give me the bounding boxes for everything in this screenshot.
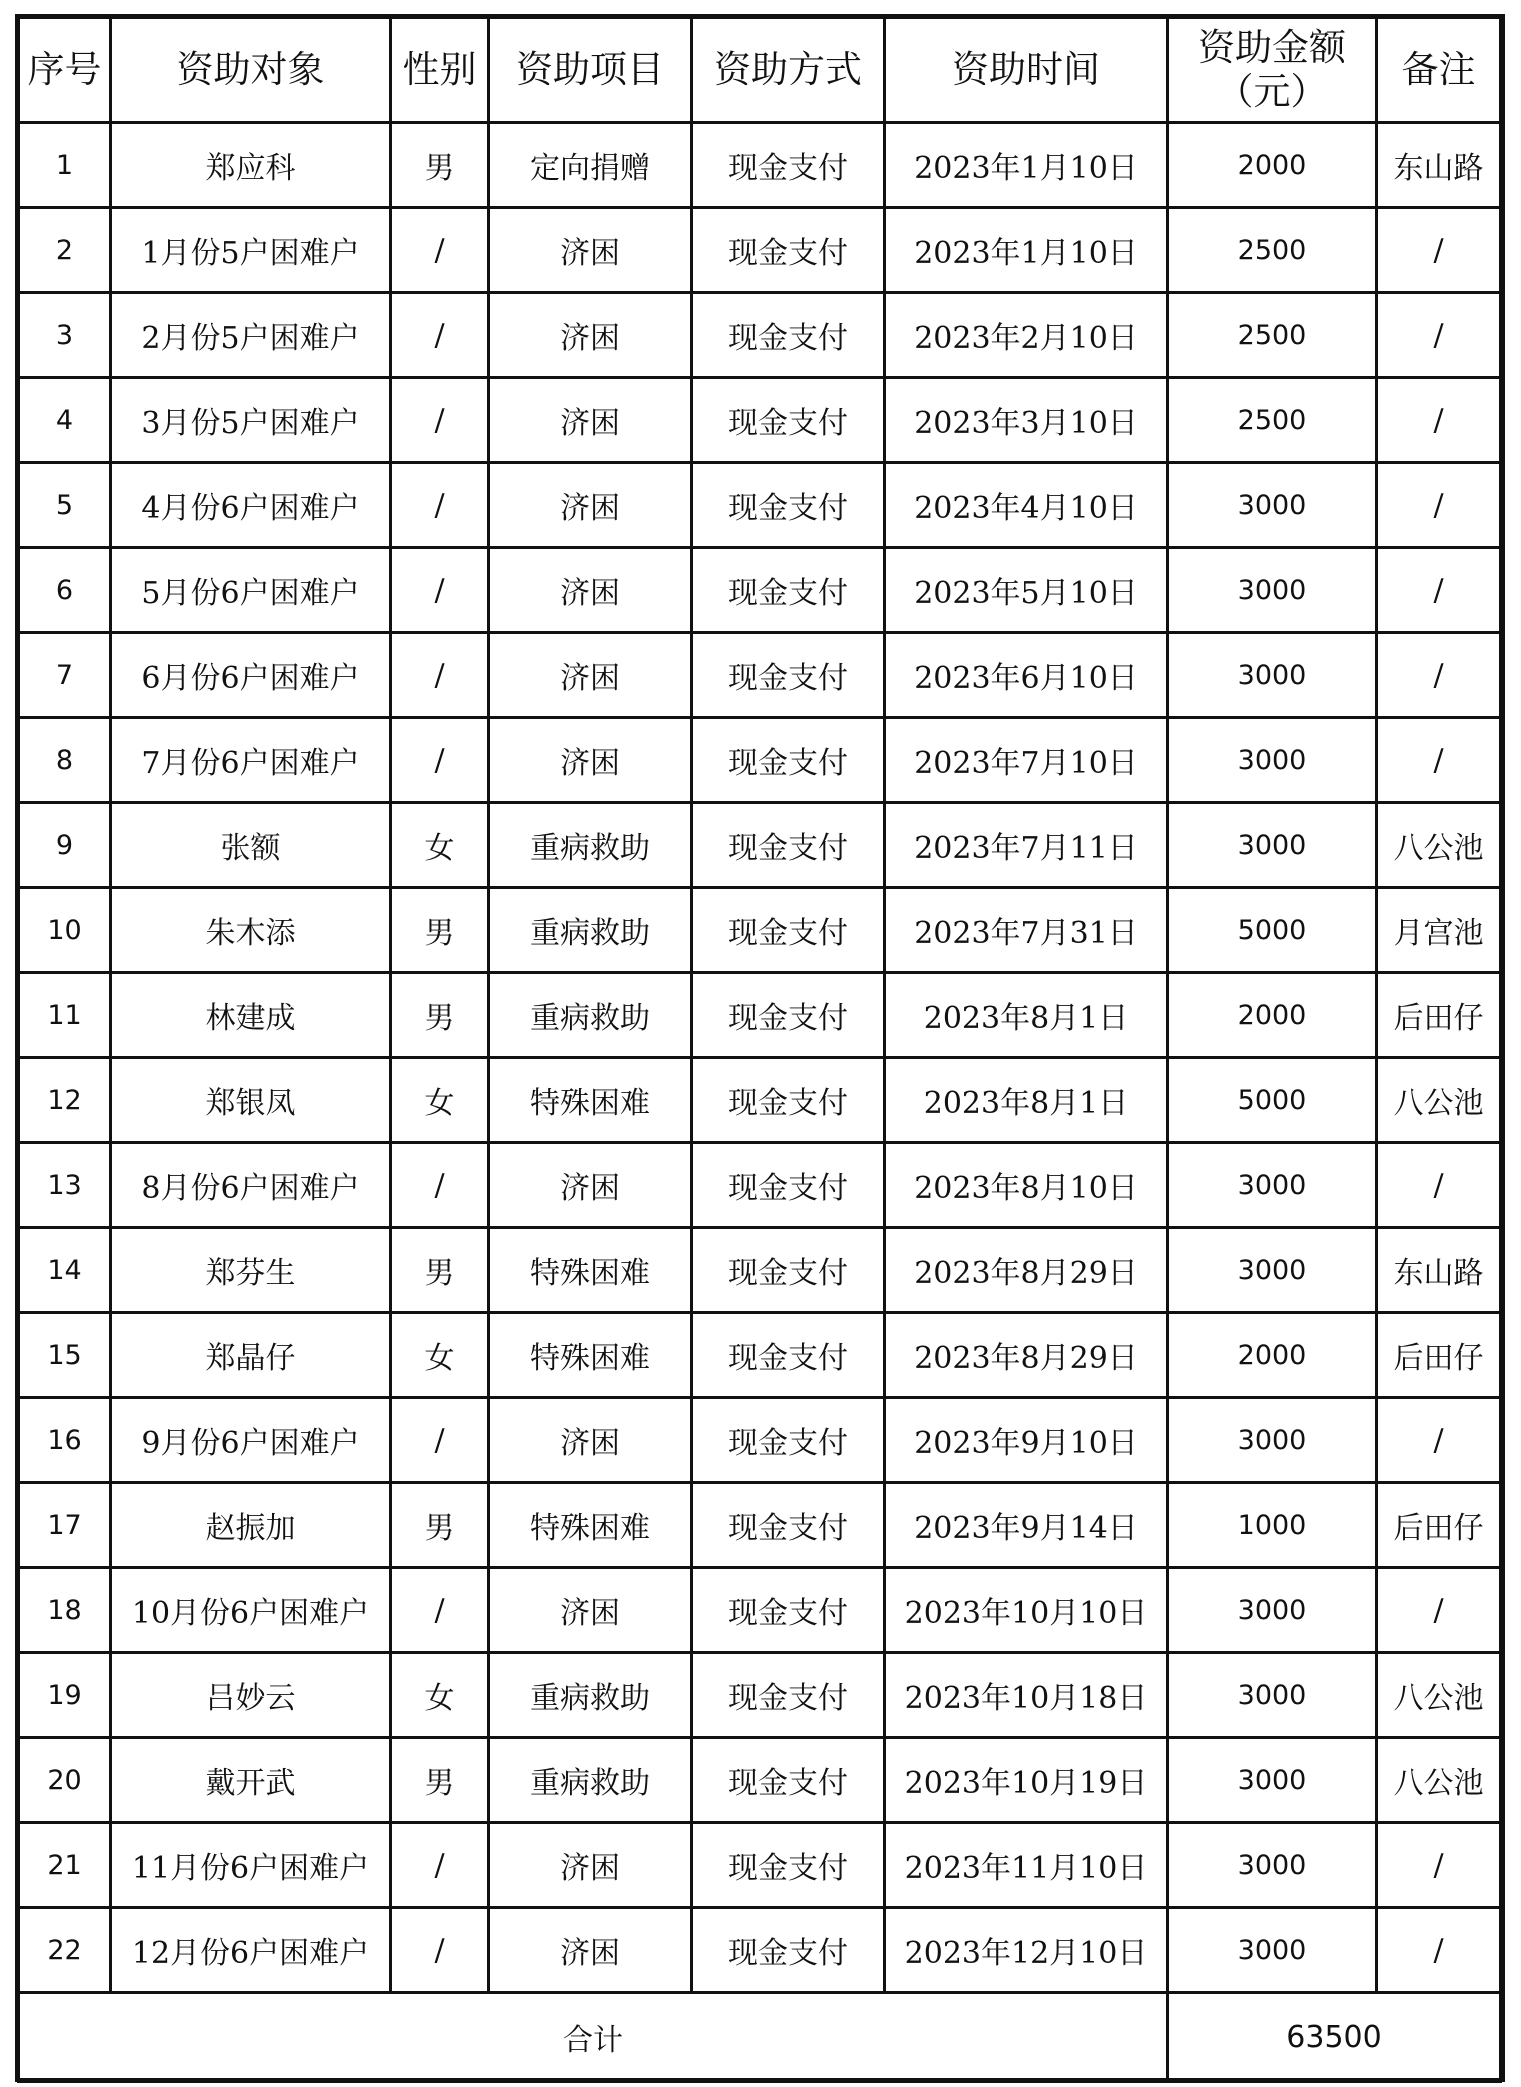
cell-remark: / (1377, 463, 1501, 548)
header-amount-line1: 资助金额 (1198, 26, 1346, 69)
cell-date: 2023年7月11日 (885, 803, 1168, 888)
cell-index: 3 (19, 293, 111, 378)
cell-amount: 3000 (1168, 548, 1377, 633)
cell-gender: / (391, 1143, 489, 1228)
table-row (19, 1823, 1501, 1908)
cell-recipient: 戴开武 (111, 1738, 391, 1823)
cell-method: 现金支付 (692, 123, 885, 208)
cell-index: 2 (19, 208, 111, 293)
cell-amount: 3000 (1168, 463, 1377, 548)
cell-recipient: 10月份6户困难户 (111, 1568, 391, 1653)
cell-project: 定向捐赠 (489, 123, 692, 208)
header-remark: 备注 (1377, 18, 1501, 123)
cell-index: 17 (19, 1483, 111, 1568)
cell-index: 12 (19, 1058, 111, 1143)
cell-gender: / (391, 1823, 489, 1908)
cell-amount: 2500 (1168, 378, 1377, 463)
cell-remark: / (1377, 633, 1501, 718)
cell-date: 2023年12月10日 (885, 1908, 1168, 1993)
cell-recipient: 3月份5户困难户 (111, 378, 391, 463)
cell-gender: 女 (391, 1058, 489, 1143)
cell-date: 2023年9月14日 (885, 1483, 1168, 1568)
table-row (19, 1908, 1501, 1993)
cell-amount: 3000 (1168, 1738, 1377, 1823)
cell-amount: 3000 (1168, 1568, 1377, 1653)
cell-project: 济困 (489, 548, 692, 633)
cell-recipient: 郑芬生 (111, 1228, 391, 1313)
cell-method: 现金支付 (692, 548, 885, 633)
cell-recipient: 赵振加 (111, 1483, 391, 1568)
cell-index: 4 (19, 378, 111, 463)
cell-remark: / (1377, 1568, 1501, 1653)
cell-index: 21 (19, 1823, 111, 1908)
cell-recipient: 4月份6户困难户 (111, 463, 391, 548)
cell-amount: 2000 (1168, 123, 1377, 208)
cell-project: 济困 (489, 378, 692, 463)
cell-amount: 2000 (1168, 973, 1377, 1058)
cell-gender: 男 (391, 888, 489, 973)
cell-gender: 男 (391, 1738, 489, 1823)
cell-gender: / (391, 633, 489, 718)
cell-remark: 八公池 (1377, 803, 1501, 888)
cell-amount: 3000 (1168, 718, 1377, 803)
cell-project: 济困 (489, 208, 692, 293)
cell-recipient: 朱木添 (111, 888, 391, 973)
cell-gender: 男 (391, 1483, 489, 1568)
cell-method: 现金支付 (692, 1738, 885, 1823)
cell-recipient: 1月份5户困难户 (111, 208, 391, 293)
cell-date: 2023年2月10日 (885, 293, 1168, 378)
cell-recipient: 6月份6户困难户 (111, 633, 391, 718)
table-row (19, 1568, 1501, 1653)
cell-recipient: 7月份6户困难户 (111, 718, 391, 803)
cell-amount: 5000 (1168, 888, 1377, 973)
cell-project: 济困 (489, 718, 692, 803)
cell-amount: 3000 (1168, 1823, 1377, 1908)
cell-gender: 女 (391, 1653, 489, 1738)
cell-amount: 3000 (1168, 1398, 1377, 1483)
cell-project: 济困 (489, 633, 692, 718)
cell-gender: / (391, 293, 489, 378)
cell-remark: / (1377, 718, 1501, 803)
cell-project: 特殊困难 (489, 1483, 692, 1568)
table-row (19, 1653, 1501, 1738)
cell-remark: / (1377, 1398, 1501, 1483)
table-row (19, 1143, 1501, 1228)
cell-remark: / (1377, 378, 1501, 463)
cell-remark: / (1377, 548, 1501, 633)
cell-index: 13 (19, 1143, 111, 1228)
cell-recipient: 8月份6户困难户 (111, 1143, 391, 1228)
table-row (19, 378, 1501, 463)
cell-remark: / (1377, 208, 1501, 293)
cell-index: 22 (19, 1908, 111, 1993)
ledger-body (19, 123, 1501, 1993)
header-index: 序号 (19, 18, 111, 123)
cell-amount: 3000 (1168, 1228, 1377, 1313)
cell-project: 特殊困难 (489, 1058, 692, 1143)
cell-index: 19 (19, 1653, 111, 1738)
cell-method: 现金支付 (692, 718, 885, 803)
cell-index: 8 (19, 718, 111, 803)
cell-method: 现金支付 (692, 1228, 885, 1313)
header-amount (1168, 18, 1377, 123)
cell-recipient: 12月份6户困难户 (111, 1908, 391, 1993)
header-project: 资助项目 (489, 18, 692, 123)
cell-index: 14 (19, 1228, 111, 1313)
header-recipient: 资助对象 (111, 18, 391, 123)
cell-project: 济困 (489, 463, 692, 548)
cell-index: 16 (19, 1398, 111, 1483)
table-row (19, 1228, 1501, 1313)
cell-project: 特殊困难 (489, 1313, 692, 1398)
cell-method: 现金支付 (692, 378, 885, 463)
cell-recipient: 9月份6户困难户 (111, 1398, 391, 1483)
cell-date: 2023年7月31日 (885, 888, 1168, 973)
cell-project: 重病救助 (489, 803, 692, 888)
cell-gender: 男 (391, 1228, 489, 1313)
cell-recipient: 5月份6户困难户 (111, 548, 391, 633)
cell-amount: 5000 (1168, 1058, 1377, 1143)
cell-date: 2023年10月18日 (885, 1653, 1168, 1738)
cell-date: 2023年8月29日 (885, 1313, 1168, 1398)
cell-remark: 八公池 (1377, 1653, 1501, 1738)
cell-date: 2023年7月10日 (885, 718, 1168, 803)
cell-method: 现金支付 (692, 1908, 885, 1993)
table-row (19, 1313, 1501, 1398)
cell-project: 重病救助 (489, 1738, 692, 1823)
cell-gender: / (391, 1908, 489, 1993)
cell-method: 现金支付 (692, 463, 885, 548)
cell-index: 7 (19, 633, 111, 718)
cell-gender: / (391, 463, 489, 548)
cell-gender: 男 (391, 973, 489, 1058)
cell-date: 2023年5月10日 (885, 548, 1168, 633)
total-row (19, 1993, 1501, 2082)
cell-gender: / (391, 718, 489, 803)
cell-project: 济困 (489, 293, 692, 378)
cell-method: 现金支付 (692, 1313, 885, 1398)
cell-recipient: 郑应科 (111, 123, 391, 208)
cell-amount: 3000 (1168, 1653, 1377, 1738)
total-label: 合计 (19, 1993, 1168, 2082)
cell-amount: 2500 (1168, 293, 1377, 378)
cell-project: 济困 (489, 1823, 692, 1908)
cell-gender: / (391, 1398, 489, 1483)
cell-date: 2023年10月19日 (885, 1738, 1168, 1823)
cell-date: 2023年11月10日 (885, 1823, 1168, 1908)
cell-date: 2023年10月10日 (885, 1568, 1168, 1653)
table-row (19, 123, 1501, 208)
cell-project: 重病救助 (489, 1653, 692, 1738)
table-row (19, 1738, 1501, 1823)
cell-recipient: 吕妙云 (111, 1653, 391, 1738)
cell-method: 现金支付 (692, 1058, 885, 1143)
cell-date: 2023年8月10日 (885, 1143, 1168, 1228)
cell-remark: / (1377, 1143, 1501, 1228)
table-row (19, 633, 1501, 718)
table-row (19, 1483, 1501, 1568)
cell-project: 济困 (489, 1908, 692, 1993)
cell-method: 现金支付 (692, 293, 885, 378)
cell-amount: 3000 (1168, 1143, 1377, 1228)
cell-date: 2023年8月29日 (885, 1228, 1168, 1313)
cell-date: 2023年6月10日 (885, 633, 1168, 718)
header-date: 资助时间 (885, 18, 1168, 123)
cell-amount: 2000 (1168, 1313, 1377, 1398)
donation-ledger-sheet (17, 16, 1499, 2076)
table-row (19, 973, 1501, 1058)
cell-project: 特殊困难 (489, 1228, 692, 1313)
cell-amount: 2500 (1168, 208, 1377, 293)
cell-gender: / (391, 1568, 489, 1653)
cell-recipient: 张额 (111, 803, 391, 888)
cell-gender: / (391, 378, 489, 463)
table-row (19, 803, 1501, 888)
table-row (19, 1398, 1501, 1483)
cell-remark: 月宫池 (1377, 888, 1501, 973)
cell-amount: 3000 (1168, 1908, 1377, 1993)
cell-date: 2023年8月1日 (885, 973, 1168, 1058)
cell-index: 15 (19, 1313, 111, 1398)
cell-index: 11 (19, 973, 111, 1058)
cell-method: 现金支付 (692, 1653, 885, 1738)
cell-method: 现金支付 (692, 208, 885, 293)
cell-date: 2023年4月10日 (885, 463, 1168, 548)
cell-gender: 女 (391, 1313, 489, 1398)
table-row (19, 208, 1501, 293)
header-method: 资助方式 (692, 18, 885, 123)
table-row (19, 1058, 1501, 1143)
cell-recipient: 郑晶仔 (111, 1313, 391, 1398)
cell-recipient: 林建成 (111, 973, 391, 1058)
cell-remark: 八公池 (1377, 1738, 1501, 1823)
cell-method: 现金支付 (692, 1483, 885, 1568)
cell-method: 现金支付 (692, 973, 885, 1058)
cell-gender: / (391, 548, 489, 633)
cell-method: 现金支付 (692, 803, 885, 888)
cell-gender: 女 (391, 803, 489, 888)
cell-amount: 1000 (1168, 1483, 1377, 1568)
cell-recipient: 2月份5户困难户 (111, 293, 391, 378)
cell-project: 济困 (489, 1398, 692, 1483)
cell-amount: 3000 (1168, 633, 1377, 718)
table-row (19, 293, 1501, 378)
cell-remark: / (1377, 1823, 1501, 1908)
cell-method: 现金支付 (692, 1568, 885, 1653)
cell-index: 10 (19, 888, 111, 973)
total-amount: 63500 (1168, 1993, 1501, 2082)
cell-project: 重病救助 (489, 973, 692, 1058)
cell-index: 20 (19, 1738, 111, 1823)
cell-remark: / (1377, 293, 1501, 378)
cell-project: 济困 (489, 1143, 692, 1228)
cell-date: 2023年1月10日 (885, 123, 1168, 208)
table-row (19, 463, 1501, 548)
cell-method: 现金支付 (692, 1398, 885, 1483)
cell-gender: 男 (391, 123, 489, 208)
donation-ledger-table (17, 16, 1502, 2083)
cell-recipient: 11月份6户困难户 (111, 1823, 391, 1908)
cell-remark: 后田仔 (1377, 973, 1501, 1058)
cell-method: 现金支付 (692, 633, 885, 718)
cell-project: 重病救助 (489, 888, 692, 973)
cell-index: 9 (19, 803, 111, 888)
cell-method: 现金支付 (692, 888, 885, 973)
cell-remark: / (1377, 1908, 1501, 1993)
cell-remark: 后田仔 (1377, 1313, 1501, 1398)
cell-date: 2023年1月10日 (885, 208, 1168, 293)
header-gender: 性别 (391, 18, 489, 123)
table-row (19, 888, 1501, 973)
cell-index: 18 (19, 1568, 111, 1653)
cell-amount: 3000 (1168, 803, 1377, 888)
table-row (19, 548, 1501, 633)
cell-remark: 八公池 (1377, 1058, 1501, 1143)
cell-remark: 东山路 (1377, 123, 1501, 208)
header-amount-line2: （元） (1216, 70, 1328, 113)
header-row (19, 18, 1501, 123)
cell-project: 济困 (489, 1568, 692, 1653)
cell-remark: 后田仔 (1377, 1483, 1501, 1568)
cell-method: 现金支付 (692, 1143, 885, 1228)
cell-gender: / (391, 208, 489, 293)
cell-date: 2023年3月10日 (885, 378, 1168, 463)
cell-date: 2023年8月1日 (885, 1058, 1168, 1143)
cell-method: 现金支付 (692, 1823, 885, 1908)
cell-index: 5 (19, 463, 111, 548)
cell-date: 2023年9月10日 (885, 1398, 1168, 1483)
cell-index: 6 (19, 548, 111, 633)
table-row (19, 718, 1501, 803)
cell-index: 1 (19, 123, 111, 208)
cell-remark: 东山路 (1377, 1228, 1501, 1313)
cell-recipient: 郑银凤 (111, 1058, 391, 1143)
